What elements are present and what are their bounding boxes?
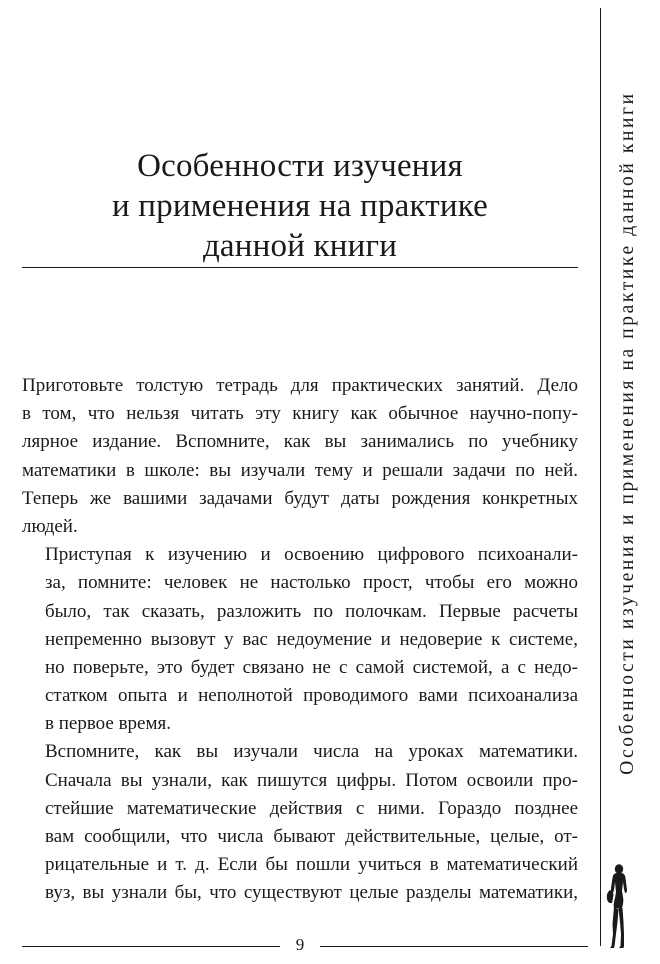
text-line: Приступая к изучению и освоению цифрового психоанали- (45, 544, 578, 566)
text-line: было, так сказать, разложить по полочкам. Первые расчеты (45, 600, 578, 622)
woman-silhouette-icon (600, 862, 640, 950)
paragraph-3 (22, 738, 578, 907)
running-head (606, 8, 650, 858)
text-line: Сначала вы узнали, как пишутся цифры. Потом освоили про- (45, 769, 578, 791)
text-line: людей. (22, 515, 78, 537)
text-line: Теперь же вашими задачами будут даты рождения конкретных (22, 487, 578, 509)
footer-rule-left (22, 946, 280, 947)
footer-rule-right (320, 946, 588, 947)
text-line: лярное издание. Вспомните, как вы занимались по учебнику (22, 431, 578, 453)
text-line: математики в школе: вы изучали тему и решали задачи по ней. (22, 459, 578, 481)
text-line: за, помните: человек не настолько прост, чтобы его можно (45, 572, 578, 594)
page-number: 9 (295, 935, 305, 954)
text-line: непременно вызовут у вас недоумение и недоверие к системе, (45, 628, 578, 650)
text-line: Вспомните, как вы изучали числа на уроках математики. (45, 741, 578, 763)
title-divider (22, 267, 578, 268)
paragraph-1 (22, 372, 578, 541)
text-line: в первое время. (45, 713, 171, 735)
text-line: Приготовьте толстую тетрадь для практических занятий. Дело (22, 375, 578, 396)
text-line: рицательные и т. д. Если бы пошли учиться в математический (45, 854, 578, 876)
running-head-text: Особенности изучения и применения на практике данной книги (617, 91, 638, 775)
text-line: но поверьте, это будет связано не с самой системой, а с недо- (45, 656, 578, 678)
text-line: статком опыта и неполнотой проводимого вами психоанализа (45, 685, 578, 707)
text-line: стейшие математические действия с ними. Гораздо позднее (45, 797, 578, 819)
chapter-title-line: Особенности изучения (137, 148, 463, 184)
side-rule (600, 8, 601, 946)
paragraph-2 (22, 541, 578, 738)
chapter-title-line: данной книги (202, 228, 398, 264)
text-line: вам сообщили, что числа бывают действительные, целые, от- (45, 826, 578, 847)
text-line: в том, что нельзя читать эту книгу как обычное научно-попу- (22, 403, 578, 425)
text-line: вуз, вы узнали бы, что существуют целые разделы математики, (45, 882, 578, 904)
chapter-title-line: и применения на практике (111, 188, 489, 224)
body-text (22, 372, 578, 908)
chapter-title (22, 146, 578, 266)
